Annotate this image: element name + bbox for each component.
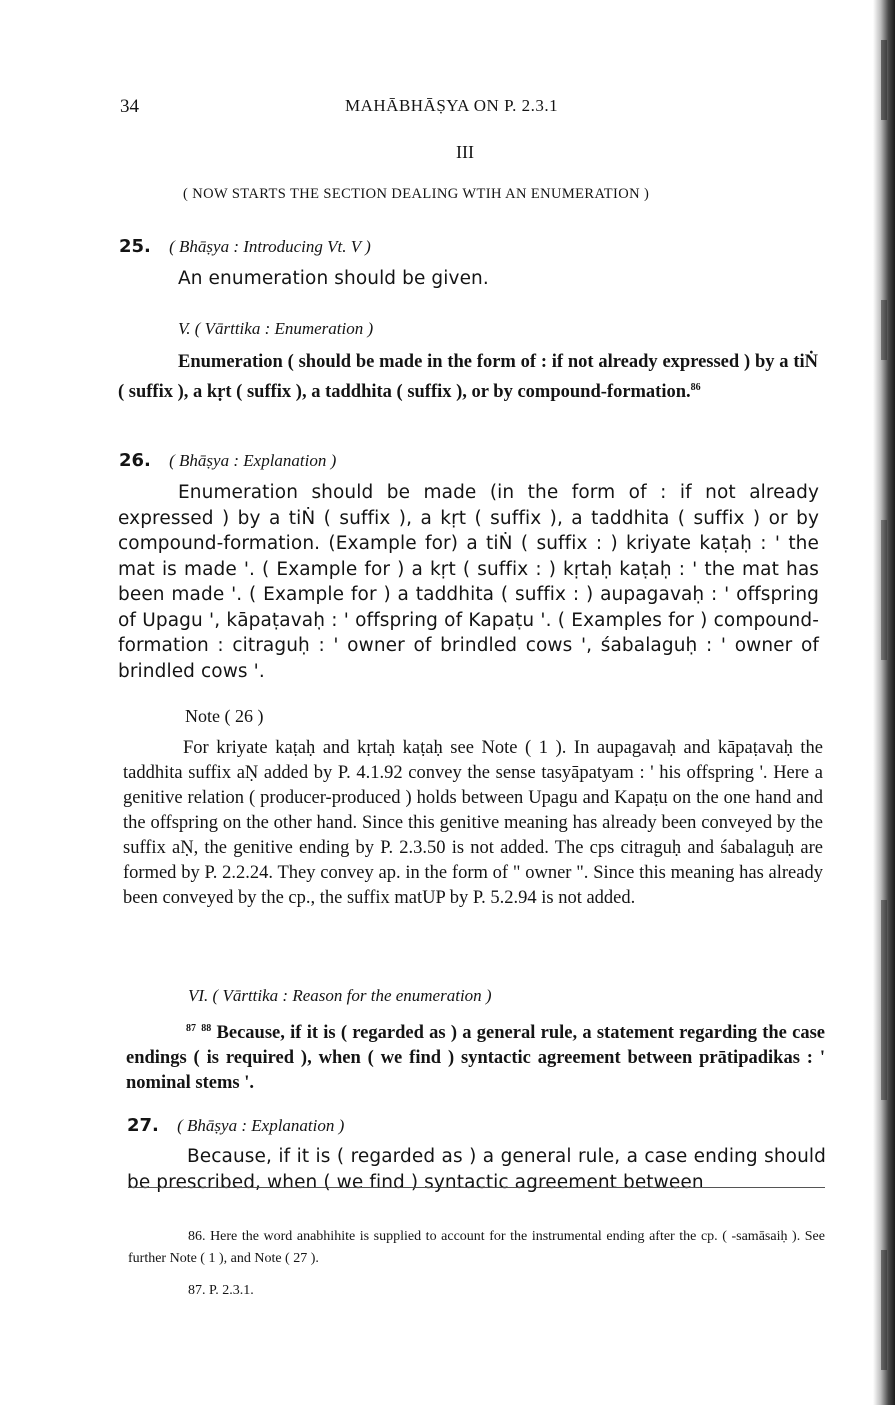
paragraph-26-heading xyxy=(119,450,336,471)
paragraph-25-heading xyxy=(119,236,371,257)
section-description: ( NOW STARTS THE SECTION DEALING WTIH AN ENUMERATION ) xyxy=(183,186,650,202)
paragraph-25-text: An enumeration should be given. xyxy=(178,268,489,289)
footnote-ref-88[interactable]: 88 xyxy=(201,1023,212,1034)
varttika-v-text xyxy=(118,350,818,405)
paragraph-number: 25. xyxy=(119,236,151,257)
varttika-vi-body: Because, if it is ( regarded as ) a general rule, a statement regarding the case endings ( is required ), when ( we find ) syntactic agreement between prātipadikas : ' nominal stems '. xyxy=(126,1023,826,1094)
paragraph-27-heading xyxy=(127,1115,344,1136)
paragraph-heading-text: ( Bhāṣya : Introducing Vt. V ) xyxy=(169,237,371,256)
note-26-text: For kriyate kaṭaḥ and kṛtaḥ kaṭaḥ see Note ( 1 ). In aupagavaḥ and kāpaṭavaḥ the taddhita suffix aṆ added by P. 4.1.92 convey the sense tasyāpatyam : ' his offspring '. Here a genitive relation ( producer-produced ) holds between Upagu and Kapaṭu on the one hand and the offspring on the other hand. Since this genitive meaning has already been conveyed by the suffix aṆ, the genitive ending by P. 2.3.50 is not added. The cps citraguḥ and śabalaguḥ are formed by P. 2.2.24. They convey ap. in the form of " owner ". Since this meaning has already been conveyed by the cp., the suffix matUP by P. 5.2.94 is not added. xyxy=(123,738,823,908)
section-numeral: III xyxy=(456,142,474,162)
footnote-87: 87. P. 2.3.1. xyxy=(188,1283,254,1298)
paragraph-heading-text: ( Bhāṣya : Explanation ) xyxy=(177,1116,345,1135)
footnote-divider xyxy=(128,1187,825,1188)
footnote-ref-86[interactable]: 86 xyxy=(690,382,701,393)
page-header xyxy=(0,96,860,122)
running-head: MAHĀBHĀṢYA ON P. 2.3.1 xyxy=(345,96,559,115)
paragraph-27-text: Because, if it is ( regarded as ) a general rule, a case ending should be prescribed, when ( we find ) syntactic agreement between xyxy=(127,1146,826,1193)
paragraph-heading-text: ( Bhāṣya : Explanation ) xyxy=(169,451,337,470)
paragraph-26-text: Enumeration should be made (in the form of : if not already expressed ) by a tiṄ ( suffix ), a kṛt ( suffix ), a taddhita ( suffix ) or by compound-formation. (Example for) a tiṄ ( suffix : ) kriyate kaṭaḥ : ' the mat is made '. ( Example for ) a kṛt ( suffix : ) kṛtaḥ kaṭaḥ : ' the mat has been made '. ( Example for ) a taddhita ( suffix : ) aupagavaḥ : ' offspring of Upagu ', kāpaṭavaḥ : ' offspring of Kapaṭu '. ( Examples for ) compound-formation : citraguḥ : ' owner of brindled cows ', śabalaguḥ : ' owner of brindled cows '. xyxy=(118,482,819,682)
varttika-vi-heading: VI. ( Vārttika : Reason for the enumeration ) xyxy=(188,986,492,1005)
footnote-86: 86. Here the word anabhihite is supplied to account for the instrumental ending after the cp. ( -samāsaiḥ ). See further Note ( 1 ), and Note ( 27 ). xyxy=(128,1229,825,1266)
note-26-heading: Note ( 26 ) xyxy=(185,706,264,726)
footnote-ref-87[interactable]: 87 xyxy=(186,1023,196,1034)
paragraph-number: 27. xyxy=(127,1115,159,1136)
varttika-vi-text xyxy=(126,1016,825,1096)
page-number: 34 xyxy=(120,96,139,117)
varttika-v-body: Enumeration ( should be made in the form of : if not already expressed ) by a tiṄ ( suffix ), a kṛt ( suffix ), a taddhita ( suffix ), or by compound-formation. xyxy=(118,352,818,403)
paragraph-number: 26. xyxy=(119,450,151,471)
scanned-page-edge xyxy=(873,0,895,1405)
varttika-v-heading: V. ( Vārttika : Enumeration ) xyxy=(178,319,374,338)
